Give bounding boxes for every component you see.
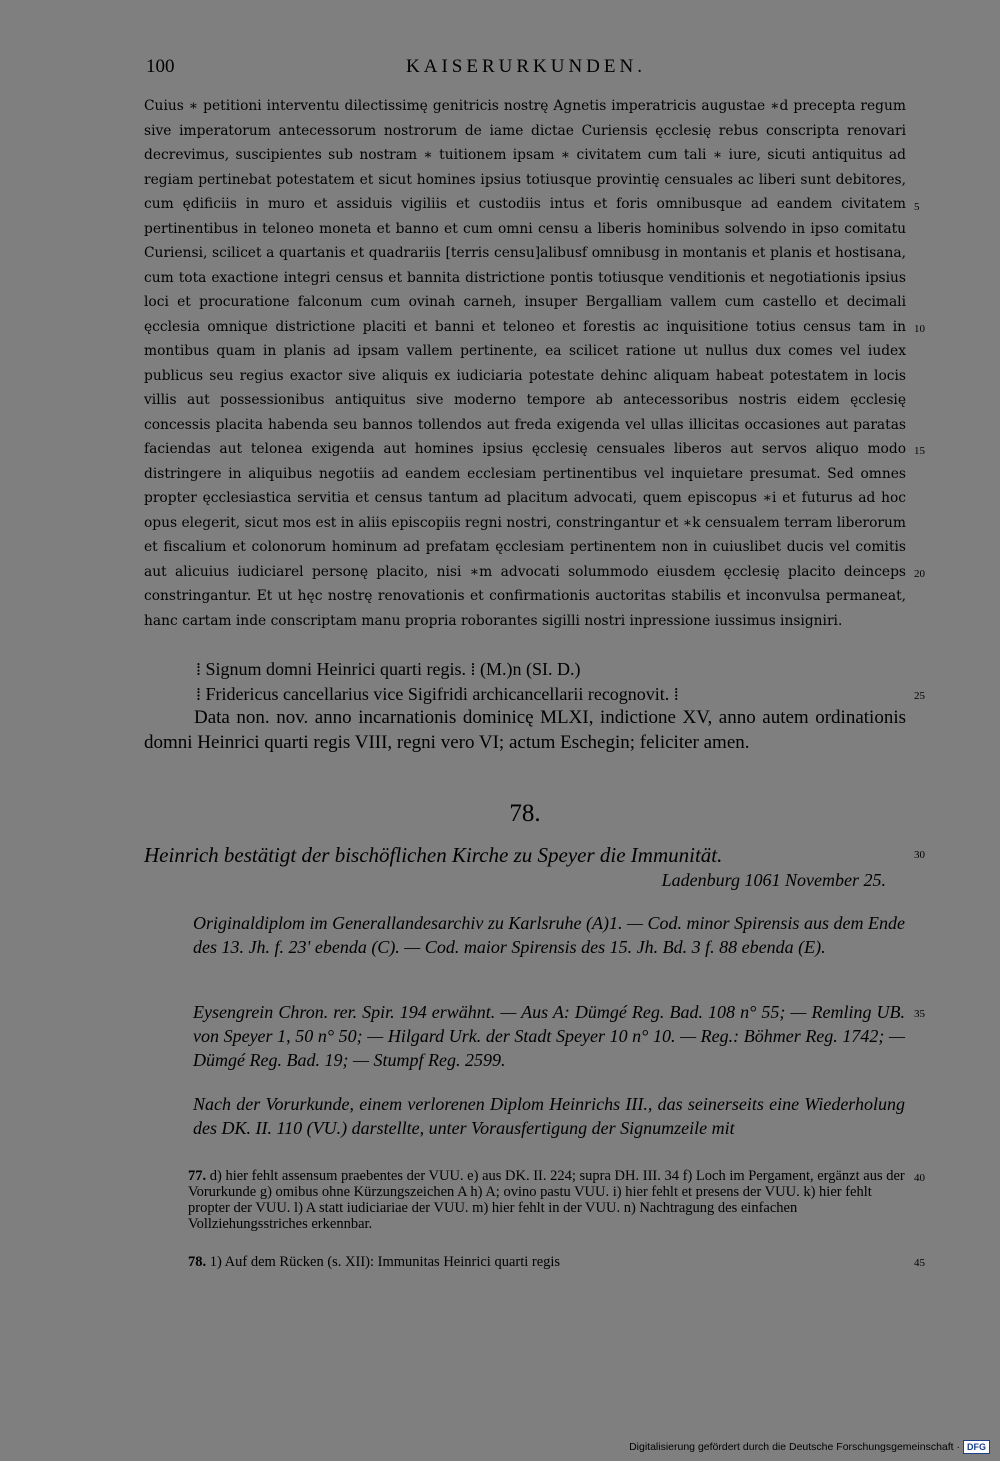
recognition-line: ⁞ Fridericus cancellarius vice Sigifridi archicancellarii recognovit. ⁞: [196, 684, 679, 704]
charter-body: Cuius ∗ petitioni interventu dilectissimę genitricis nostrę Agnetis imperatricis augustae ∗d precepta regum sive imperatorum antecessorum nostrorum de iame dictae Curiensis ęcclesię rebus conscripta renovari decrevimus, suscipientes sub nostram ∗ tuitionem ipsam ∗ civitatem cum tali ∗ iure, sicuti antiquitus ad regiam pertinebat potestatem et sicut homines ipsius totiusque provintię censuales ac liberi sunt debitores, cum ędificiis in muro et assiduis vigiliis et custodiis intus et foris omnibusque ad eandem civitatem pertinentibus in teloneo moneta et banno et cum omni censu a liberis hominibus solvendo in ipso comitatu Curiensi, scilicet a quartanis et quadrariis [terris censu]alibusf omnibusg in montanis et planis et hostisana, cum tota exactione integri census et bannita districtione pontis totiusque venditionis et negotiationis ipsius loci et procuratione falconum cum ovinah carneh, insuper Bergalliam vallem cum castello et decimali ęcclesia omnique districtione placiti et banni et teloneo et forestis ac inquisitione totius census tam in montibus quam in planis ad ipsam vallem pertinente, ea scilicet ratione ut nullus dux comes vel iudex publicus seu regius exactor sive aliquis ex iudiciaria potestate dehinc aliquam habeat potestatem in locis villis aut possessionibus antiquitus sive moderno tempore ab antecessoribus nostris eidem ęcclesię concessis placita habenda seu bannos tollendos aut freda exigenda vel ullas illicitas occasiones aut paratas faciendas aut telonea exigenda aut homines ipsius ęcclesię censuales liberos aut servos aliquo modo distringere in aliquibus negotiis ad eandem ecclesiam pertinentibus vel inquietare presumat. Sed omnes propter ęcclesiastica servitia et census tantum ad placitum advocati, quem episcopus ∗i et futurus ad hoc opus elegerit, sicut mos est in aliis episcopiis regni nostri, constringantur et ∗k censualem terram liberorum et fiscalium et colonorum hominum ad prefatam ęcclesiam pertinentem non in cuiuslibet ducis vel comitis aut alicuius iudiciarel personę placito, nisi ∗m advocati solummodo eiusdem ęcclesię placito deinceps constringantur. Et ut hęc nostrę renovationis et confirmationis auctoritas stabilis et inconvulsa permaneat, hanc cartam inde conscriptam manu propria roborantes sigilli nostri inpressione iussimus insigniri.: [144, 98, 906, 629]
line-number: 20: [914, 568, 925, 580]
signum-line: ⁞ Signum domni Heinrici quarti regis. ⁞ (M.)n (SI. D.): [196, 659, 581, 679]
line-number: 40: [914, 1172, 925, 1184]
note-paragraph: Originaldiplom im Generallandesarchiv zu Karlsruhe (A)1. — Cod. minor Spirensis aus dem Ende des 13. Jh. f. 23' ebenda (C). — Cod. maior Spirensis des 15. Jh. Bd. 3 f. 88 ebenda (E).: [193, 913, 905, 957]
line-number: 45: [914, 1257, 925, 1269]
line-number: 5: [914, 201, 920, 213]
footnotes-77: [188, 1168, 906, 1232]
note-editions: [193, 1000, 905, 1072]
page-number: 100: [146, 56, 175, 77]
note-tradition: [193, 911, 905, 959]
note-paragraph: Nach der Vorurkunde, einem verlorenen Diplom Heinrichs III., das seinerseits eine Wiederholung des DK. II. 110 (VU.) darstellte, unter Vorausfertigung der Signumzeile mit: [193, 1094, 905, 1138]
running-head: KAISERURKUNDEN.: [406, 56, 646, 77]
line-number: 10: [914, 323, 925, 335]
document-number: 78.: [509, 800, 541, 827]
footnotes-78: [188, 1254, 906, 1270]
note-commentary: [193, 1092, 905, 1140]
footnote-key: 78.: [188, 1254, 207, 1270]
footnote-text: d) hier fehlt assensum praebentes der VUU. e) aus DK. II. 224; supra DH. III. 34 f) Loch im Pergament, ergänzt aus der Vorurkunde g) omibus ohne Kürzungszeichen A h) A; ovino pastu VUU. i) hier fehlt et presens der VUU. k) hier fehlt propter der VUU. l) A statt iudiciariae der VUU. m) hier fehlt in der VUU. n) Nachtragung des einfachen Vollziehungsstriches erkennbar.: [188, 1168, 905, 1232]
document-place-date: Ladenburg 1061 November 25.: [661, 870, 886, 890]
line-number: 15: [914, 445, 925, 457]
footnote-text: 1) Auf dem Rücken (s. XII): Immunitas Heinrici quarti regis: [209, 1254, 561, 1270]
line-number: 35: [914, 1008, 925, 1020]
footnote-key: 77.: [188, 1168, 207, 1184]
line-number: 30: [914, 849, 925, 861]
line-number: 25: [914, 690, 925, 702]
dfg-logo-icon: DFG: [963, 1440, 990, 1454]
footer-credit: Digitalisierung gefördert durch die Deutsche Forschungsgemeinschaft ·: [629, 1441, 960, 1453]
charter-text: [144, 94, 906, 633]
page-footer: [629, 1439, 990, 1455]
document-title: Heinrich bestätigt der bischöflichen Kirche zu Speyer die Immunität.: [144, 843, 723, 867]
note-paragraph: Eysengrein Chron. rer. Spir. 194 erwähnt. — Aus A: Dümgé Reg. Bad. 108 n° 55; — Remling UB. von Speyer 1, 50 n° 50; — Hilgard Urk. der Stadt Speyer 10 n° 10. — Reg.: Böhmer Reg. 1742; — Dümgé Reg. Bad. 19; — Stumpf Reg. 2599.: [193, 1002, 905, 1070]
datum-clause: Data non. nov. anno incarnationis dominicę MLXI, indictione XV, anno autem ordinationis domni Heinrici quarti regis VIII, regni vero VI; actum Eschegin; feliciter amen.: [144, 707, 906, 753]
page-header: [146, 56, 906, 80]
